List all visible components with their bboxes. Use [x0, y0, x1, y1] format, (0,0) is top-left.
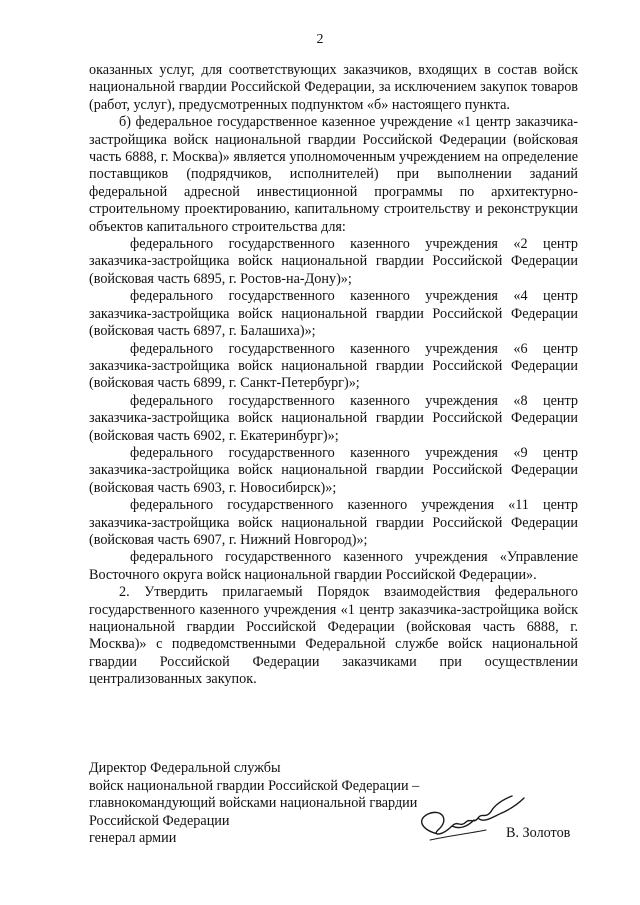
signatory-title-line: войск национальной гвардии Российской Федерации – [89, 777, 420, 794]
signatory-rank: генерал армии [89, 830, 177, 847]
signatory-name: В. Золотов [506, 825, 571, 841]
document-body [89, 62, 578, 689]
paragraph-continuation: оказанных услуг, для соответствующих заказчиков, входящих в состав войск национальной гвардии Российской Федерации, за исключением закупок товаров (работ, услуг), предусмотренных подпунктом «б» настоящего пункта. [89, 62, 578, 113]
list-item-institution: федерального государственного казенного учреждения «9 центр заказчика-застройщика войск национальной гвардии Российской Федерации (войсковая часть 6903, г. Новосибирск)»; [89, 444, 578, 496]
list-item-institution: федерального государственного казенного учреждения «11 центр заказчика-застройщика войск национальной гвардии Российской Федерации (войсковая часть 6907, г. Нижний Новгород)»; [89, 497, 578, 548]
list-item-institution: федерального государственного казенного учреждения «8 центр заказчика-застройщика войск национальной гвардии Российской Федерации (войсковая часть 6902, г. Екатеринбург)»; [89, 392, 578, 444]
list-item-institution: федерального государственного казенного учреждения «2 центр заказчика-застройщика войск национальной гвардии Российской Федерации (войсковая часть 6895, г. Ростов-на-Дону)»; [89, 236, 578, 287]
signatory-title-line: Российской Федерации [89, 812, 230, 829]
page-number: 2 [316, 32, 324, 47]
list-item-institution: федерального государственного казенного учреждения «6 центр заказчика-застройщика войск национальной гвардии Российской Федерации (войсковая часть 6899, г. Санкт-Петербург)»; [89, 340, 578, 392]
signatory-title-line: главнокомандующий войсками национальной гвардии [89, 795, 418, 812]
list-item-institution: федерального государственного казенного учреждения «4 центр заказчика-застройщика войск национальной гвардии Российской Федерации (войсковая часть 6897, г. Балашиха)»; [89, 288, 578, 340]
paragraph-item-2: 2. Утвердить прилагаемый Порядок взаимодействия федерального государственного казенного учреждения «1 центр заказчика-застройщика войск национальной гвардии Российской Федерации (войсковая часть 6888, г. Москва)» с подведомственными Федеральной службе войск национальной гвардии Российской Федерации заказчиками при осуществлении централизованных закупок. [89, 584, 578, 688]
paragraph-subitem-b: б) федеральное государственное казенное учреждение «1 центр заказчика-застройщика войск национальной гвардии Российской Федерации (войсковая часть 6888, г. Москва)» является уполномоченным учреждением на определение поставщиков (подрядчиков, исполнителей) при выполнении заданий федеральной адресной инвестиционной программы по архитектурно-строительному проектированию, капитальному строительству и реконструкции объектов капитального строительства для: [89, 114, 578, 235]
list-item-institution: федерального государственного казенного учреждения «Управление Восточного округа войск национальной гвардии Российской Федерации». [89, 549, 578, 583]
signatory-title-line: Директор Федеральной службы [89, 760, 281, 776]
